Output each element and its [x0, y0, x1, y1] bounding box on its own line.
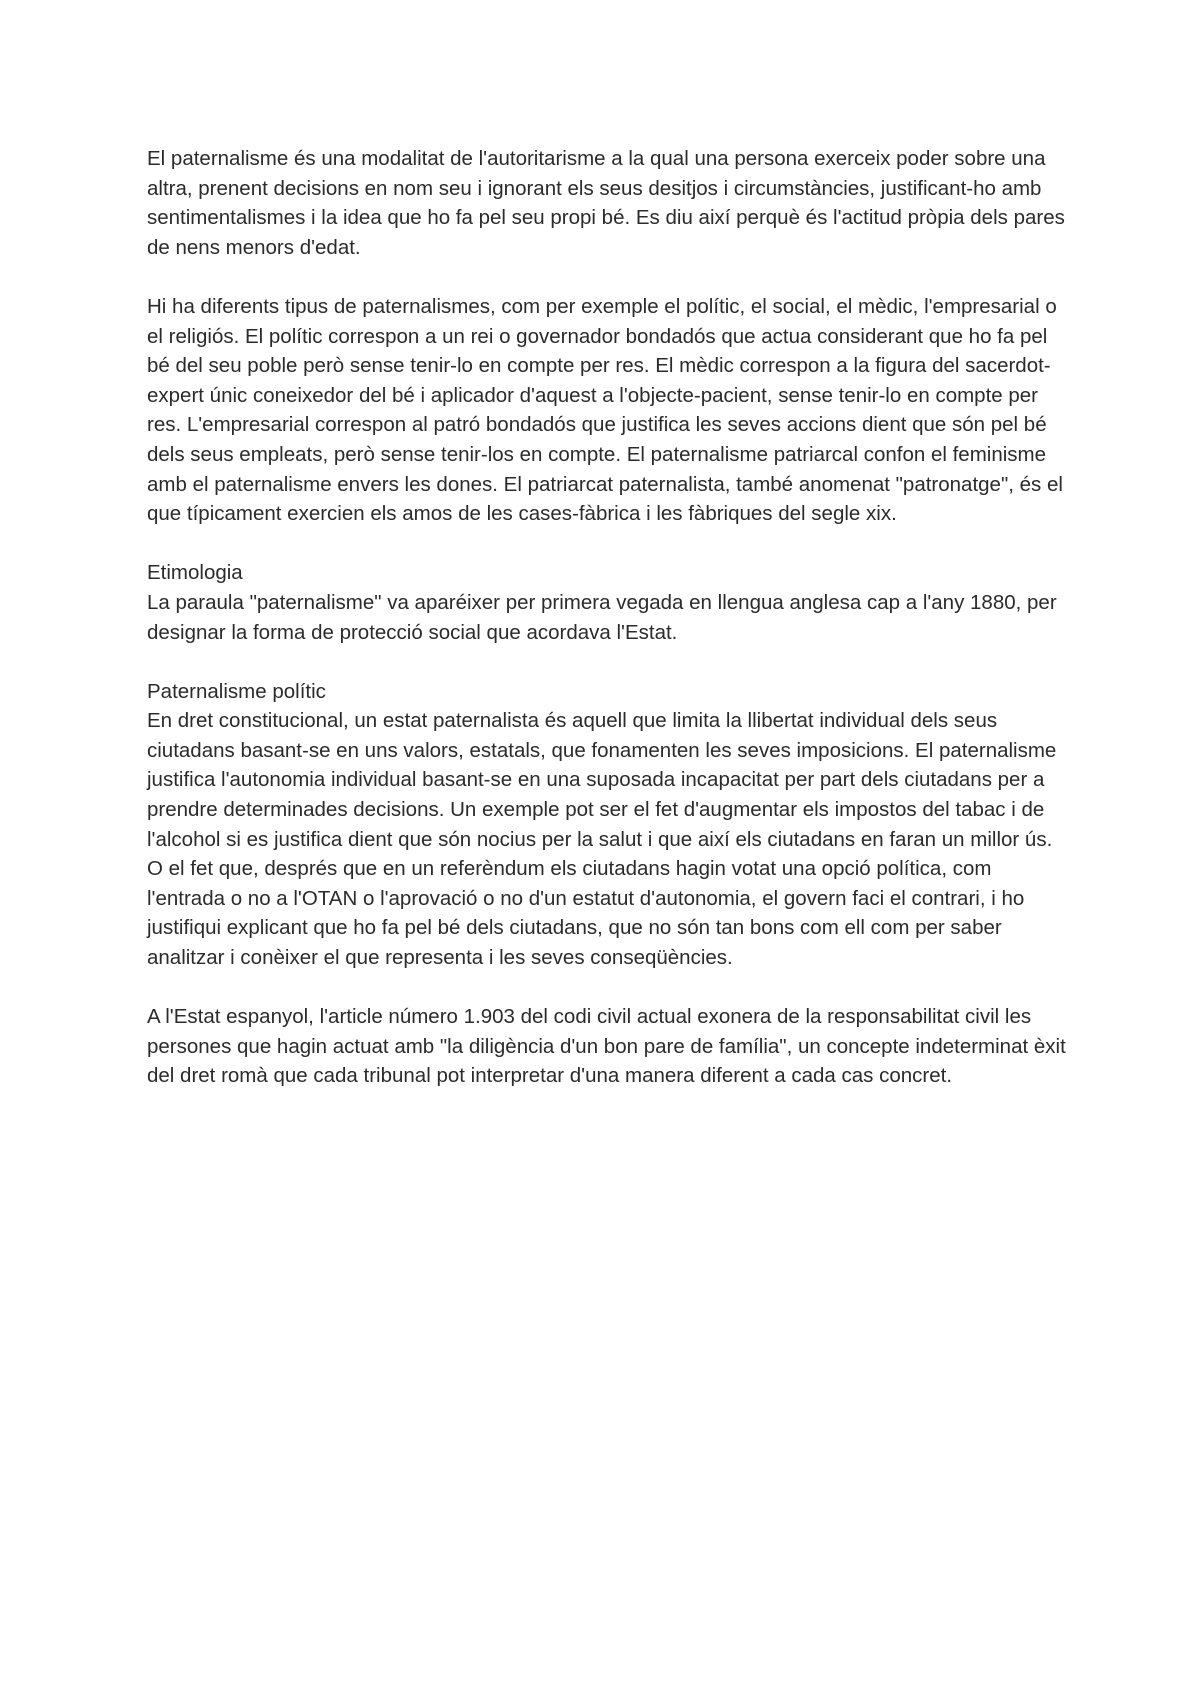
types-paragraph: Hi ha diferents tipus de paternalismes, com per exemple el polític, el social, el mèdic, l'empresarial o el religiós. El polític correspon a un rei o governador bondadós que actua considerant que ho fa pel bé del seu poble però sense tenir-lo en compte per res. El mèdic correspon a la figura del sacerdot-expert únic coneixedor del bé i aplicador d'aquest a l'objecte-pacient, sense tenir-lo en compte per res. L'empresarial correspon al patró bondadós que justifica les seves accions dient que són pel bé dels seus empleats, però sense tenir-los en compte. El paternalisme patriarcal confon el feminisme amb el paternalisme envers les dones. El patriarcat paternalista, també anomenat "patronatge", és el que típicament exercien els amos de les cases-fàbrica i les fàbriques del segle xix.	[147, 294, 1063, 526]
etimologia-text: La paraula "paternalisme" va aparéixer per primera vegada en llengua anglesa cap a l'any 1880, per designar la forma de protecció social que acordava l'Estat.	[147, 590, 1057, 644]
etimologia-heading: Etimologia	[147, 561, 243, 585]
final-paragraph: A l'Estat espanyol, l'article número 1.903 del codi civil actual exonera de la responsabilitat civil les persones que hagin actuat amb "la diligència d'un bon pare de família", un concepte indeterminat èxit del dret romà que cada tribunal pot interpretar d'una manera diferent a cada cas concret.	[147, 1005, 1066, 1088]
politic-section	[147, 677, 1067, 973]
politic-heading: Paternalisme polític	[147, 679, 326, 703]
politic-text: En dret constitucional, un estat paternalista és aquell que limita la llibertat individual dels seus ciutadans basant-se en uns valors, estatals, que fonamenten les seves imposicions. El paternalisme justifica l'autonomia individual basant-se en una suposada incapacitat per part dels ciutadans per a prendre determinades decisions. Un exemple pot ser el fet d'augmentar els impostos del tabac i de l'alcohol si es justifica dient que són nocius per la salut i que així els ciutadans en faran un millor ús. O el fet que, després que en un referèndum els ciutadans hagin votat una opció política, com l'entrada o no a l'OTAN o l'aprovació o no d'un estatut d'autonomia, el govern faci el contrari, i ho justifiqui explicant que ho fa pel bé dels ciutadans, que no són tan bons com ell com per saber analitzar i conèixer el que representa i les seves conseqüències.	[147, 709, 1057, 970]
intro-paragraph: El paternalisme és una modalitat de l'autoritarisme a la qual una persona exerceix poder sobre una altra, prenent decisions en nom seu i ignorant els seus desitjos i circumstàncies, justificant-ho amb sentimentalismes i la idea que ho fa pel seu propi bé. Es diu així perquè és l'actitud pròpia dels pares de nens menors d'edat.	[147, 147, 1065, 259]
etimologia-section	[147, 558, 1067, 647]
document-body	[147, 144, 1067, 1121]
